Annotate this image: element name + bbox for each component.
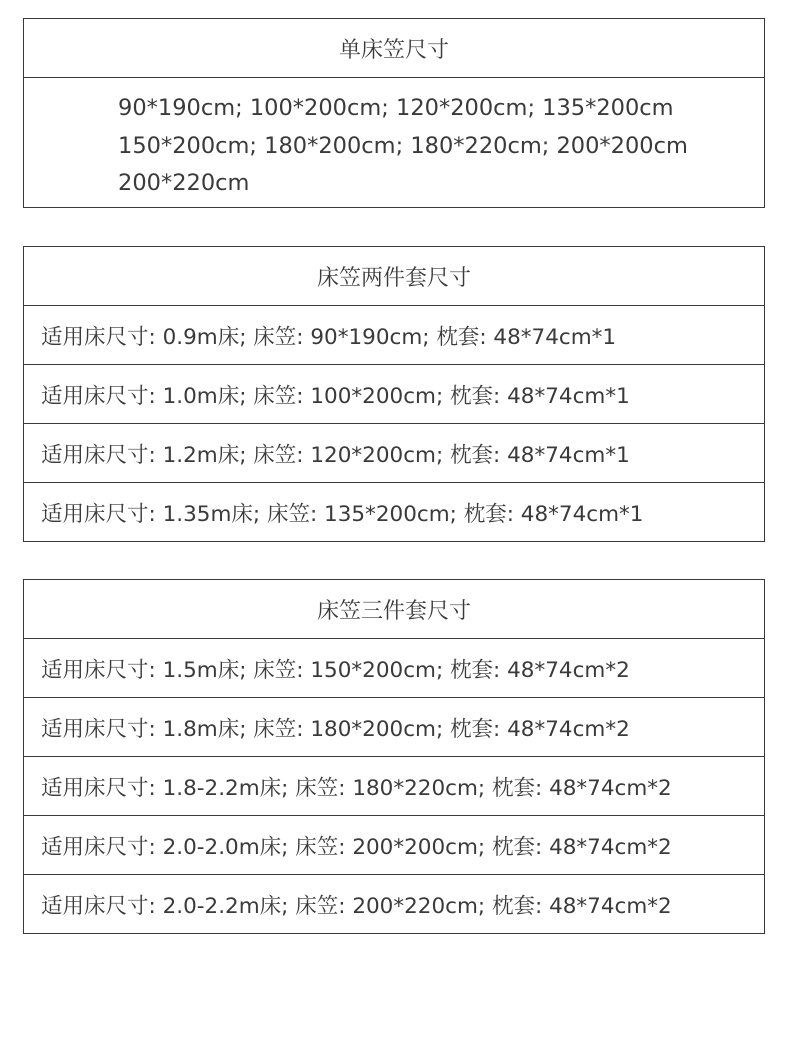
table-row: 适用床尺寸: 0.9m床; 床笠: 90*190cm; 枕套: 48*74cm*1 bbox=[24, 306, 764, 365]
table-row: 适用床尺寸: 1.8m床; 床笠: 180*200cm; 枕套: 48*74cm*2 bbox=[24, 698, 764, 757]
table-row: 适用床尺寸: 2.0-2.0m床; 床笠: 200*200cm; 枕套: 48*74cm*2 bbox=[24, 816, 764, 875]
size-list-line: 150*200cm; 180*200cm; 180*220cm; 200*200cm bbox=[118, 132, 688, 159]
table-title: 床笠三件套尺寸 bbox=[24, 580, 764, 639]
size-list-line: 90*190cm; 100*200cm; 120*200cm; 135*200cm bbox=[118, 95, 674, 121]
table-title: 单床笠尺寸 bbox=[24, 19, 764, 78]
table-row: 适用床尺寸: 1.8-2.2m床; 床笠: 180*220cm; 枕套: 48*74cm*2 bbox=[24, 757, 764, 816]
table-row: 适用床尺寸: 1.5m床; 床笠: 150*200cm; 枕套: 48*74cm*2 bbox=[24, 639, 764, 698]
table-row: 适用床尺寸: 1.35m床; 床笠: 135*200cm; 枕套: 48*74cm*1 bbox=[41, 502, 644, 527]
single-fitted-sheet-size-table bbox=[23, 18, 765, 208]
table-row: 适用床尺寸: 1.2m床; 床笠: 120*200cm; 枕套: 48*74cm*1 bbox=[24, 424, 764, 483]
three-piece-set-size-table bbox=[23, 579, 765, 934]
size-list-line: 200*220cm bbox=[118, 170, 250, 196]
table-title: 床笠两件套尺寸 bbox=[24, 247, 764, 306]
table-row: 适用床尺寸: 2.0-2.2m床; 床笠: 200*220cm; 枕套: 48*74cm*2 bbox=[41, 894, 672, 919]
two-piece-set-size-table bbox=[23, 246, 765, 542]
table-row: 适用床尺寸: 1.0m床; 床笠: 100*200cm; 枕套: 48*74cm*1 bbox=[24, 365, 764, 424]
size-list bbox=[24, 78, 764, 211]
